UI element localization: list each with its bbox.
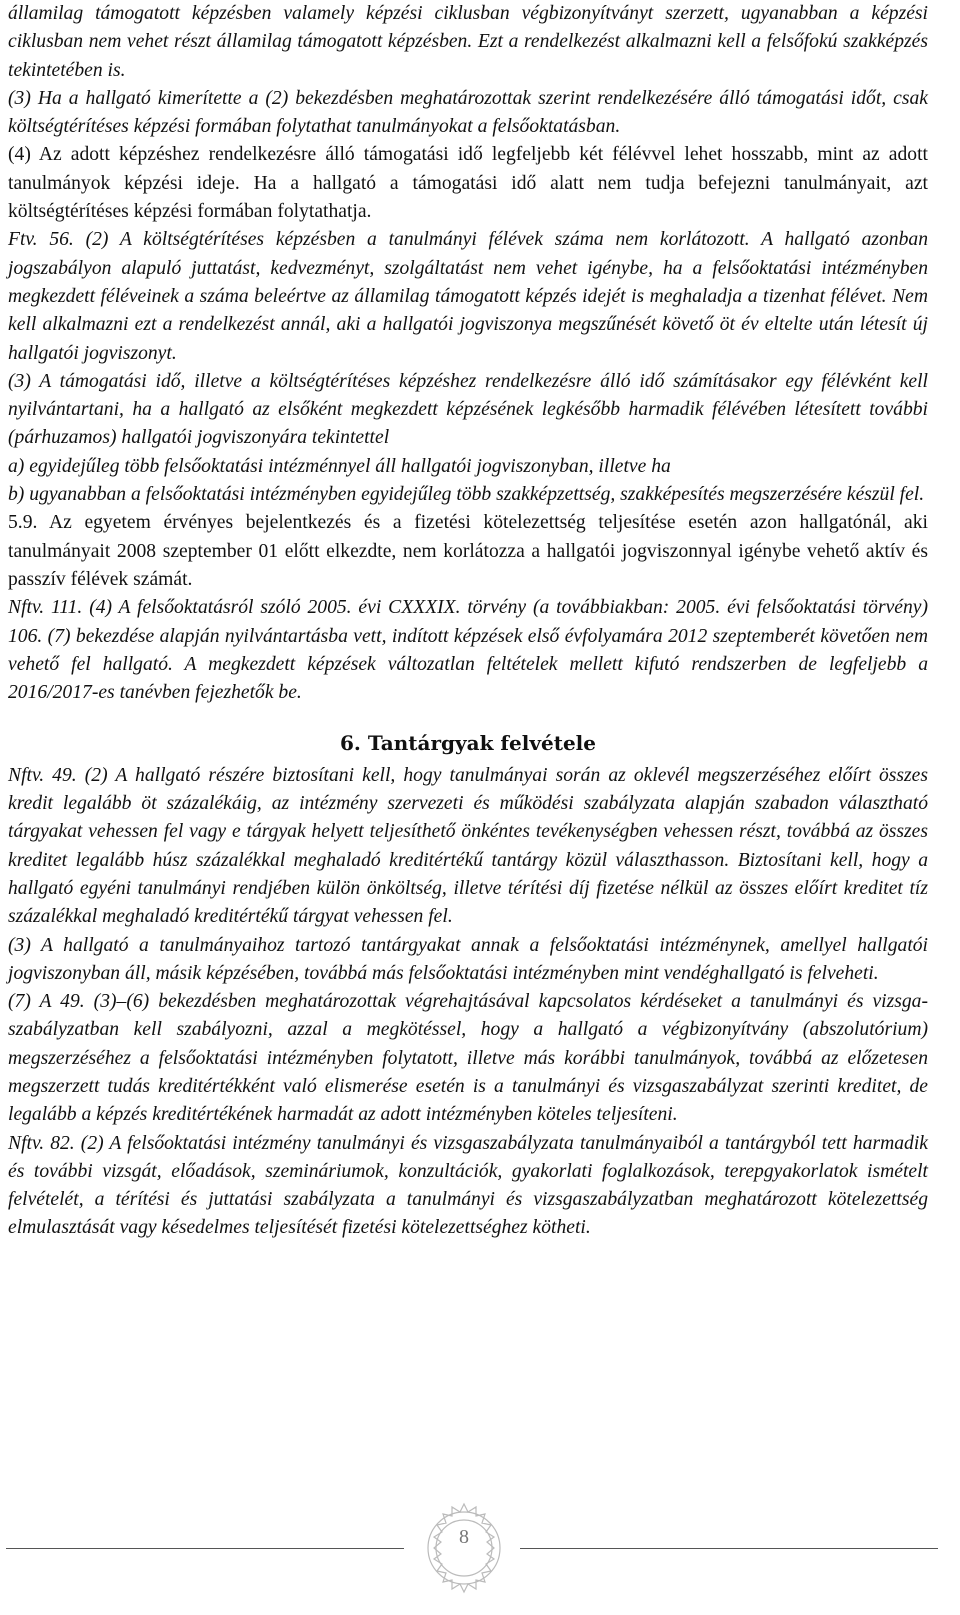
footer-rule-left bbox=[6, 1548, 404, 1549]
paragraph-nftv-111: Nftv. 111. (4) A felsőoktatásról szóló 2005. évi CXXXIX. törvény (a továbbiakban: 2005. évi felsőoktatási törvény) 106. (7) bekezdése alapján nyilvántartásba vett, indított képzések első évfolyamára 2012 szeptemberét követően nem vehető fel hallgató. A megkezdett képzések változatlan feltételek mellett kifutó rendszerben de legfeljebb a 2016/2017-es tanévben fejezhetők be. bbox=[8, 597, 928, 704]
paragraph-nftv-82: Nftv. 82. (2) A felsőoktatási intézmény tanulmányi és vizsgaszabályzata tanulmányaiból a tantárgyból tett harmadik és további vizsgát, előadások, szemináriumok, konzultációk, gyakorlati foglalkozások, terepgyakorlatok ismételt felvételét, a térítési és juttatási szabályzata a tanulmányi és vizsgaszabályzatban meghatározott kötelezettség elmulasztását vagy késedelmes teljesítését fizetési kötelezettséghez kötheti. bbox=[8, 1132, 928, 1239]
page-footer bbox=[0, 1498, 960, 1588]
paragraph-nftv-49: Nftv. 49. (2) A hallgató részére biztosítani kell, hogy tanulmányai során az oklevél megszerzéséhez előírt összes kredit legalább öt százalékáig, az intézmény szervezeti és működési szabályzata alapján szabadon választható tárgyakat vehessen fel vagy e tárgyak helyett teljesíthető önkéntes tevékenységben vehessen részt, továbbá az összes kreditet legalább húsz százalékkal meghaladó kreditértékű tantárgy közül választhasson. Biztosítani kell, hogy a hallgató egyéni tanulmányi rendjében külön önköltség, illetve térítési díj fizetése nélkül az összes előírt kreditet tíz százalékkal meghaladó kreditértékű tárgyat vehessen fel. bbox=[8, 764, 928, 928]
paragraph-intro: államilag támogatott képzésben valamely képzési ciklusban végbizonyítványt szerzett, ugyanabban a képzési ciklusban nem vehet részt államilag támogatott képzésben. Ezt a rendelkezést alkalmazni kell a felsőfokú szakképzés tekintetében is. bbox=[8, 3, 928, 81]
paragraph-nftv-49-7: (7) A 49. (3)–(6) bekezdésben meghatározottak végrehajtásával kapcsolatos kérdéseket a tanulmányi és vizsga-szabályzatban kell szabályozni, azzal a megkötéssel, hogy a hallgató a végbizonyítvány (abszolutórium) megszerzéséhez a felsőoktatási intézményben folytatott, illetve más korábbi tanulmányok, továbbá az előzetesen megszerzett tudás kreditértékként való elismerése esetén is a tanulmányi és vizsgaszabályzat szerinti kreditet, de legalább a képzés kreditértékének harmadát az adott intézményben köteles teljesíteni. bbox=[8, 991, 928, 1126]
document-page bbox=[8, 0, 928, 1243]
footer-rule-right bbox=[520, 1548, 938, 1549]
paragraph-point-b: b) ugyanabban a felsőoktatási intézményben egyidejűleg több szakképzettség, szakképesítés megszerzésére készül fel. bbox=[8, 484, 925, 506]
paragraph-5-9: 5.9. Az egyetem érvényes bejelentkezés és a fizetési kötelezettség teljesítése esetén azon hallgatónál, aki tanulmányait 2008 szeptember 01 előtt elkezdte, nem korlátozza a hallgatói jogviszonnyal igénybe vehető aktív és passzív félévek számát. bbox=[8, 512, 928, 590]
section-heading: 6. Tantárgyak felvétele bbox=[340, 731, 596, 756]
paragraph-nftv-49-3: (3) A hallgató a tanulmányaihoz tartozó tantárgyakat annak a felsőoktatási intézménynek, amellyel hallgatói jogviszonyban áll, másik képzésében, továbbá más felsőoktatási intézményben mint vendéghallgató is felveheti. bbox=[8, 934, 928, 984]
paragraph-ftv-56-3: (3) A támogatási idő, illetve a költségtérítéses képzéshez rendelkezésre álló idő számításakor egy félévként kell nyilvántartani, ha a hallgató az elsőként megkezdett képzésének legkésőbb harmadik félévében létesített további (párhuzamos) hallgatói jogviszonyára tekintettel bbox=[8, 370, 928, 449]
paragraph-4: (4) Az adott képzéshez rendelkezésre álló támogatási idő legfeljebb két félévvel lehet hosszabb, mint az adott tanulmányok képzési ideje. Ha a hallgató a támogatási idő alatt nem tudja befejezni tanulmányait, azt költségtérítéses képzési formában folytathatja. bbox=[8, 144, 928, 223]
page-number: 8 bbox=[459, 1526, 469, 1548]
paragraph-ftv-56: Ftv. 56. (2) A költségtérítéses képzésben a tanulmányi félévek száma nem korlátozott. A hallgató azonban jogszabályon alapuló juttatást, kedvezményt, szolgáltatást nem vehet igénybe, ha a felsőoktatási intézményben megkezdett féléveinek a száma beleértve az államilag támogatott képzés idejét is meghaladja a tizenhat félévet. Nem kell alkalmazni ezt a rendelkezést annál, aki a hallgatói jogviszonya megszűnését követő öt év eltelte után létesít új hallgatói jogviszonyt. bbox=[8, 229, 928, 364]
paragraph-point-a: a) egyidejűleg több felsőoktatási intézménnyel áll hallgatói jogviszonyban, illetve ha bbox=[8, 455, 671, 477]
paragraph-3: (3) Ha a hallgató kimerítette a (2) bekezdésben meghatározottak szerint rendelkezésére álló támogatási időt, csak költségtérítéses képzési formában folytathat tanulmányokat a felsőoktatásban. bbox=[8, 87, 928, 138]
